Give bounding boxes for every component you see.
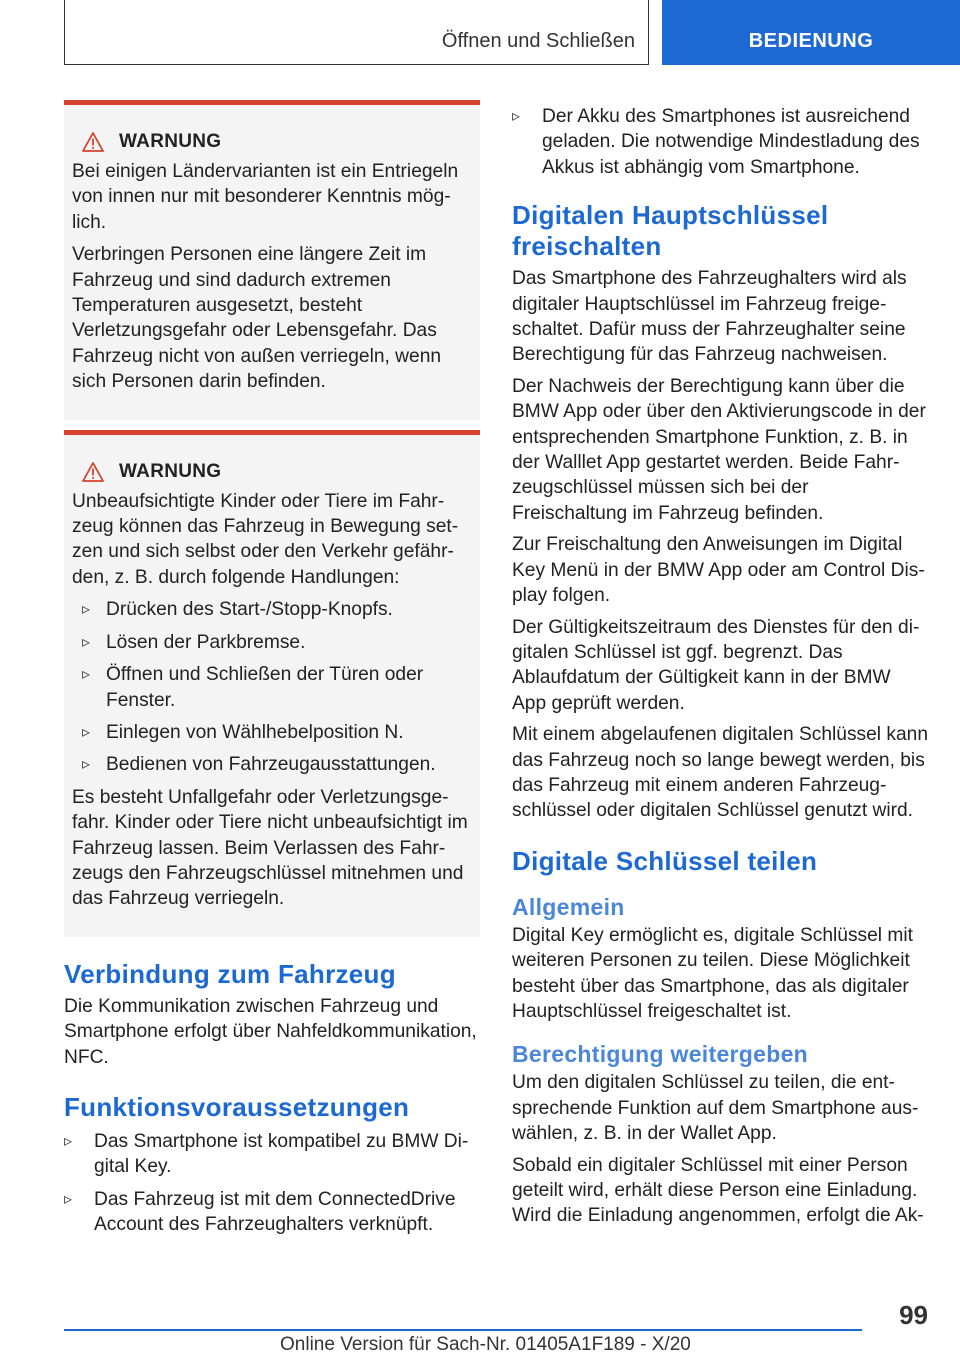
footer-online-version: Online Version für Sach-Nr. 01405A1F189 - X/20 <box>280 1334 691 1355</box>
list-item: ▹ Das Smartphone ist kompatibel zu BMW Digital Key. <box>64 1129 480 1180</box>
warning-text: Unbeaufsichtigte Kinder oder Tiere im Fahrzeug können das Fahrzeug in Bewegung setzen und sich selbst oder den Verkehr gefährden, z. B. durch folgende Handlungen: <box>72 490 459 588</box>
paragraph: Der Nachweis der Berechtigung kann über die BMW App oder über den Aktivierungscode in der entsprechenden Smartphone Funktion, z. B. in der Walllet App gestartet werden. Beide Fahrzeugschlüssel müssen sich bei der Freischaltung im Fahrzeug befinden. <box>512 375 926 524</box>
paragraph: Sobald ein digitaler Schlüssel mit einer Person geteilt wird, erhält diese Person eine Einladung. Wird die Einladung angenommen, erfolgt die Ak- <box>512 1154 924 1227</box>
left-column <box>64 100 480 1245</box>
warning-header <box>82 461 472 483</box>
list-item: ▹ Einlegen von Wählhebelposition N. <box>72 720 472 745</box>
paragraph: Um den digitalen Schlüssel zu teilen, die entsprechende Funktion auf dem Smartphone auswählen, z. B. in der Wallet App. <box>512 1072 919 1145</box>
paragraph: Das Smartphone des Fahrzeughalters wird als digitaler Hauptschlüssel im Fahrzeug freigeschaltet. Dafür muss der Fahrzeughalter seine Berechtigung für das Fahrzeug nachweisen. <box>512 268 907 366</box>
chapter-tab <box>662 0 960 65</box>
warning-triangle-icon <box>82 462 104 482</box>
list-item: ▹ Lösen der Parkbremse. <box>72 630 472 655</box>
heading-verbindung: Verbindung zum Fahrzeug <box>64 958 396 989</box>
right-column <box>512 100 928 1235</box>
section-title: Öffnen und Schließen <box>441 30 635 52</box>
warning-text: Es besteht Unfallgefahr oder Verletzungsgefahr. Kinder oder Tiere nicht unbeaufsichtigt im Fahrzeug lassen. Beim Verlassen des Fahrzeugs den Fahrzeugschlüssel mitnehmen und das Fahrzeug verriegeln. <box>72 786 468 910</box>
warning-title: WARNUNG <box>119 131 222 152</box>
heading-schluessel-teilen: Digitale Schlüssel teilen <box>512 845 818 876</box>
warning-header <box>82 131 472 153</box>
subheading-berechtigung: Berechtigung weitergeben <box>512 1041 809 1068</box>
list-item: ▹ Drücken des Start-/Stopp-Knopfs. <box>72 597 472 622</box>
requirements-list-continued <box>512 104 928 180</box>
subheading-allgemein: Allgemein <box>512 893 625 920</box>
chapter-tab-label: BEDIENUNG <box>748 30 874 52</box>
warning-triangle-icon <box>82 132 104 152</box>
paragraph: Digital Key ermöglicht es, digitale Schlüssel mit weiteren Personen zu teilen. Diese Möglichkeit besteht über das Smartphone, das als digitaler Hauptschlüssel freigeschaltet ist. <box>512 924 913 1022</box>
requirements-list <box>64 1129 480 1238</box>
footer-rule <box>64 1329 862 1331</box>
list-item: ▹ Das Fahrzeug ist mit dem ConnectedDrive Account des Fahrzeughalters verknüpft. <box>64 1187 480 1238</box>
warning-box <box>64 100 480 420</box>
heading-hauptschluessel: Digitalen Hauptschlüssel freischalten <box>512 200 829 262</box>
warning-title: WARNUNG <box>119 460 222 482</box>
heading-funktionsvoraussetzungen: Funktionsvoraussetzungen <box>64 1091 410 1122</box>
paragraph: Mit einem abgelaufenen digitalen Schlüssel kann das Fahrzeug noch so lange bewegt werden, bis das Fahrzeug mit einem anderen Fahrzeugschlüssel oder digitalen Schlüssel genutzt wird. <box>512 724 928 822</box>
paragraph: Der Gültigkeitszeitraum des Dienstes für den digitalen Schlüssel ist ggf. begrenzt. Das Ablaufdatum der Gültigkeit kann in der BMW App geprüft werden. <box>512 616 920 714</box>
paragraph: Die Kommunikation zwischen Fahrzeug und Smartphone erfolgt über Nahfeldkommunikation, NFC. <box>64 995 477 1068</box>
paragraph: Zur Freischaltung den Anweisungen im Digital Key Menü in der BMW App oder am Control Display folgen. <box>512 534 925 607</box>
warning-action-list <box>72 597 472 777</box>
warning-text: Verbringen Personen eine längere Zeit im Fahrzeug und sind dadurch extremen Temperaturen ausgesetzt, besteht Verletzungsgefahr oder Lebensgefahr. Das Fahrzeug nicht von außen verriegeln, wenn sich Personen darin befinden. <box>72 244 442 393</box>
list-item: ▹ Der Akku des Smartphones ist ausreichend geladen. Die notwendige Mindestladung des Akkus ist abhängig vom Smartphone. <box>512 104 928 180</box>
warning-box <box>64 430 480 937</box>
list-item: ▹ Öffnen und Schließen der Türen oder Fenster. <box>72 662 472 713</box>
list-item: ▹ Bedienen von Fahrzeugausstattungen. <box>72 752 472 777</box>
page-number: 99 <box>899 1300 928 1330</box>
warning-text: Bei einigen Ländervarianten ist ein Entriegeln von innen nur mit besonderer Kenntnis möglich. <box>72 161 459 233</box>
